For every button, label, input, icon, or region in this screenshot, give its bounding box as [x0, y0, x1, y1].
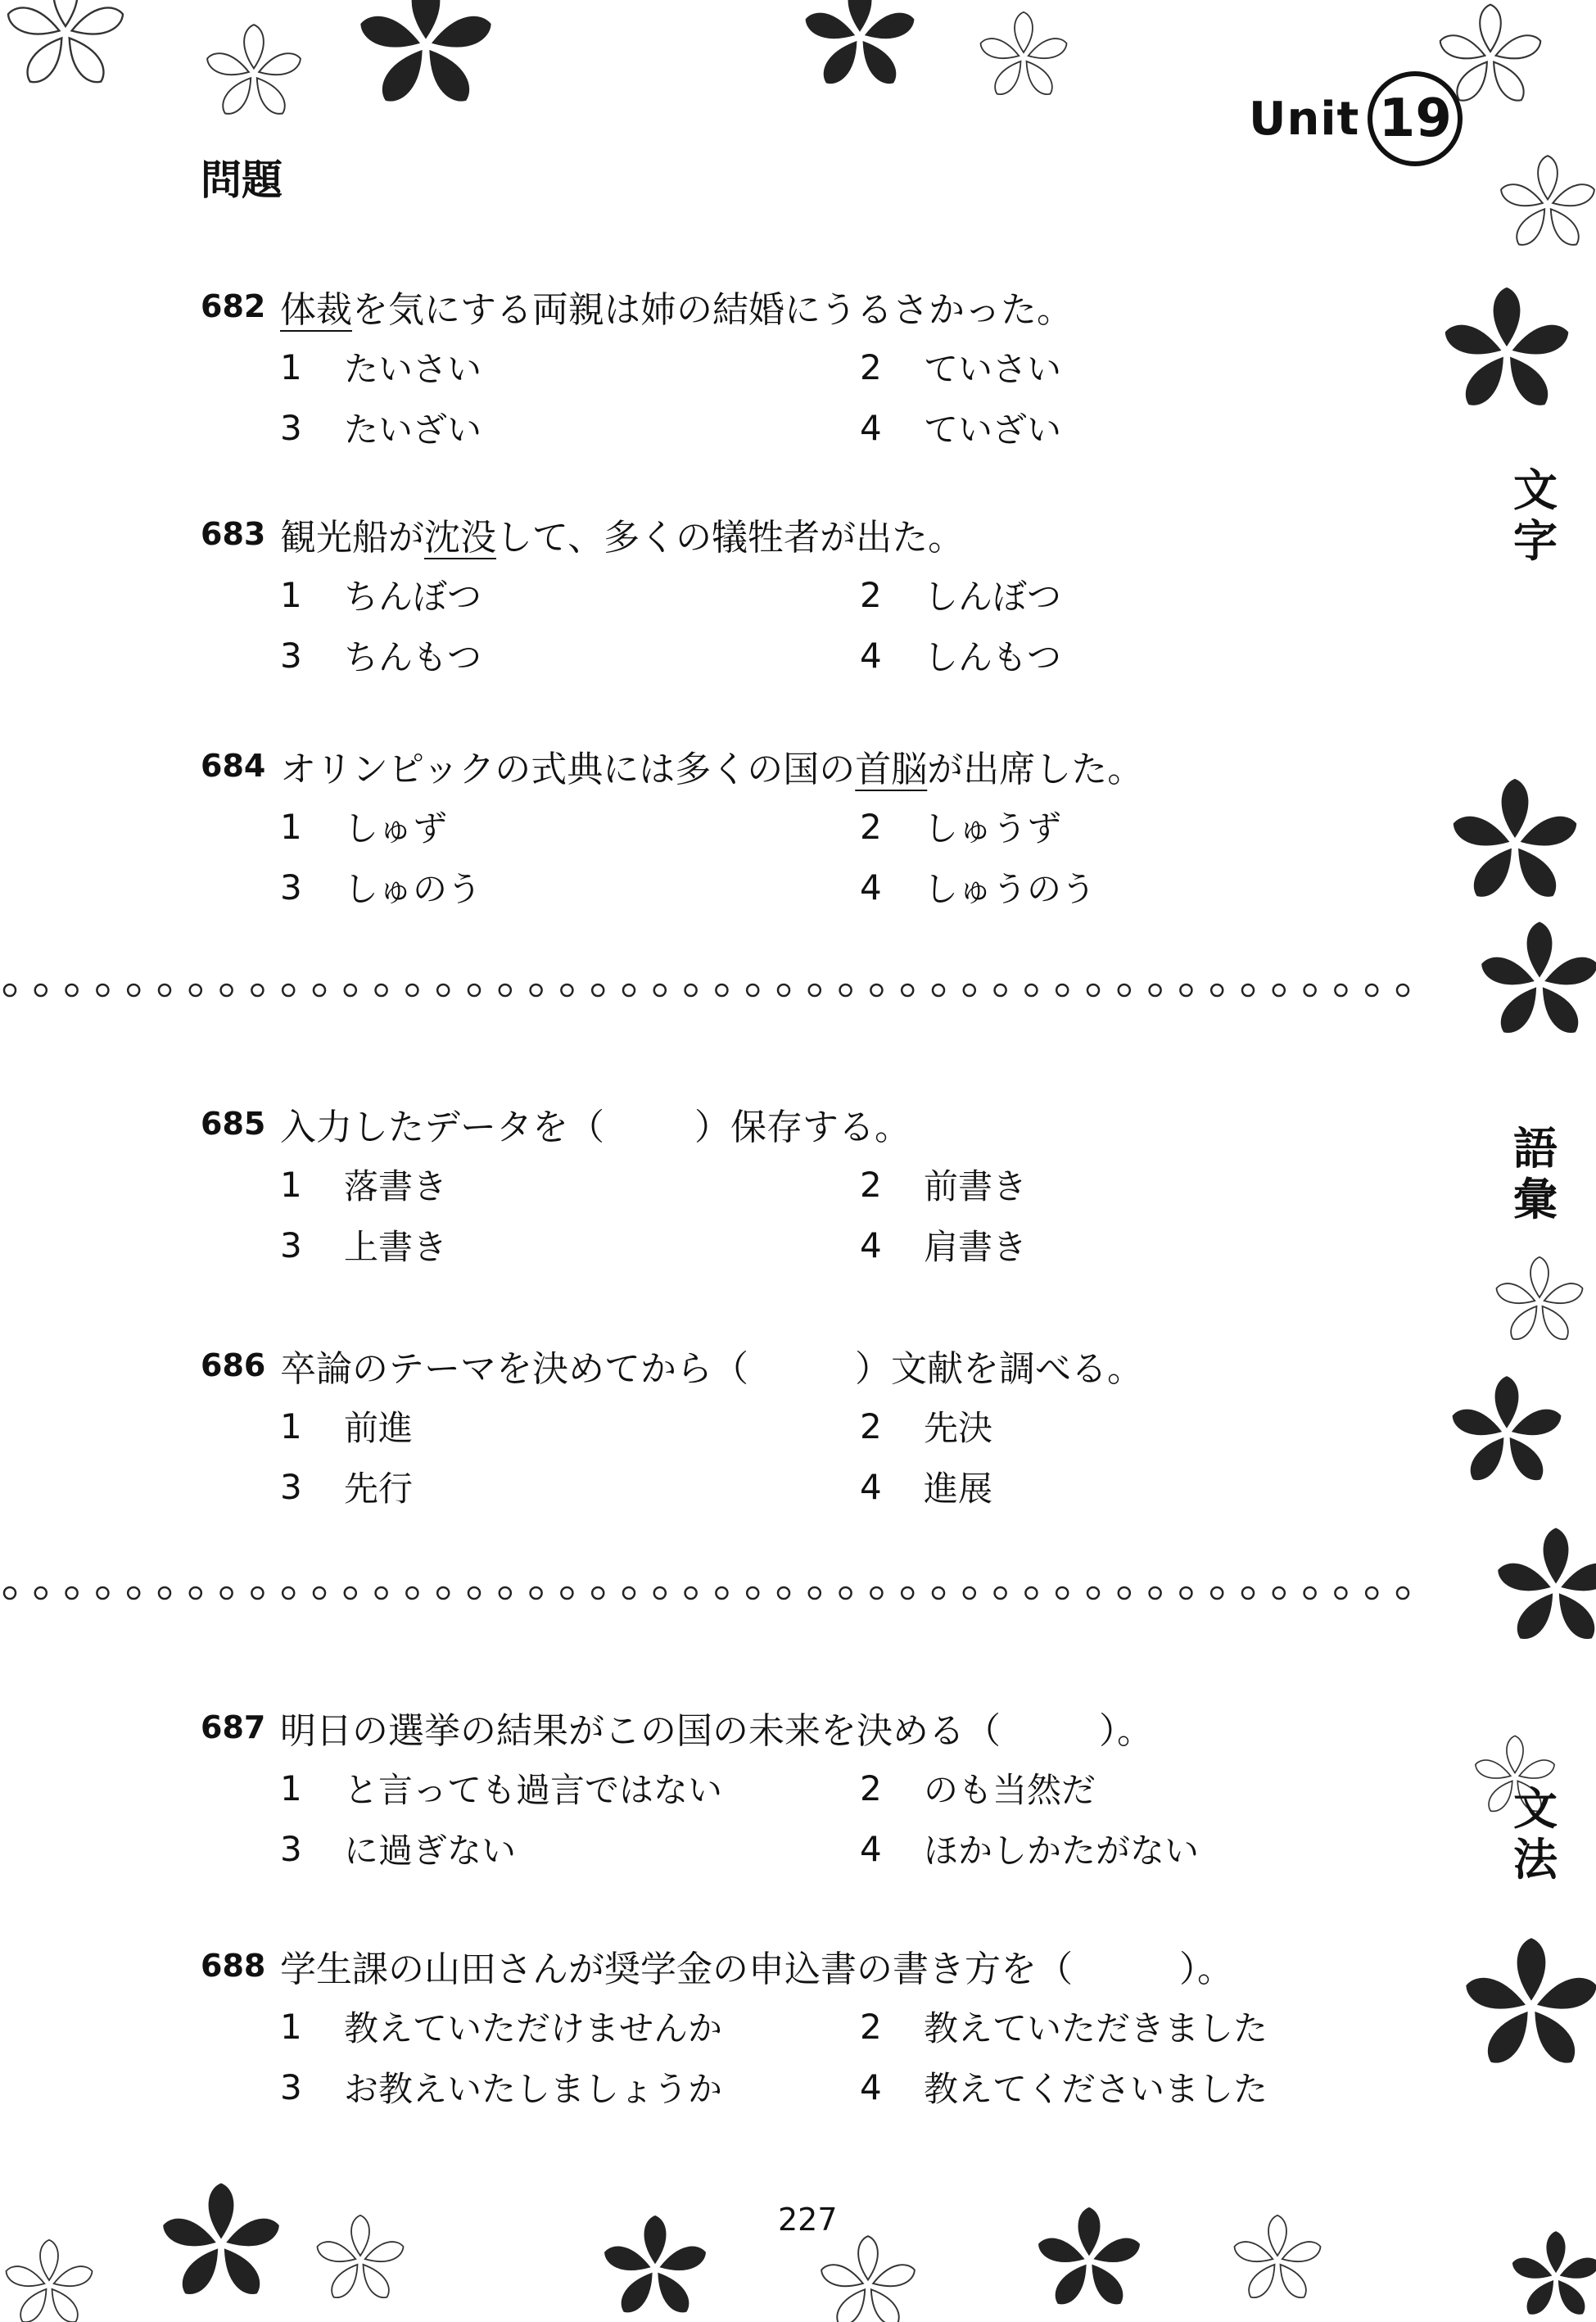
question-684: [201, 736, 1388, 917]
question-number: 685: [201, 1106, 266, 1142]
option-4[interactable]: 4 しゅうのう: [860, 867, 1096, 909]
option-2[interactable]: 2 しゅうず: [860, 806, 1062, 849]
option-4[interactable]: 4 しんもつ: [860, 635, 1062, 677]
question-stem: [201, 1697, 1388, 1758]
page-title: 問題: [201, 156, 283, 204]
option-2[interactable]: 2 前書き: [860, 1164, 1028, 1206]
option-1[interactable]: 1 たいさい: [280, 346, 482, 389]
option-4[interactable]: 4 教えてくださいました: [860, 2066, 1268, 2109]
page-number: 227: [778, 2202, 838, 2238]
question-stem: [201, 1335, 1388, 1396]
stem-pre: 観光船が: [280, 517, 424, 559]
stem-post: ）保存する。: [694, 1107, 911, 1148]
question-number: 688: [201, 1948, 266, 1984]
option-3[interactable]: 3 しゅのう: [280, 867, 482, 909]
question-682: [201, 276, 1388, 458]
stem-pre: オリンピックの式典には多くの国の: [280, 749, 856, 790]
question-686: [201, 1335, 1388, 1517]
question-688: [201, 1935, 1388, 2117]
underlined-word: 体裁: [280, 289, 352, 331]
stem-post: して、多くの犠牲者が出た。: [496, 517, 965, 559]
unit-badge: [1249, 70, 1463, 168]
question-number: 682: [201, 288, 266, 324]
option-1[interactable]: 1 しゅず: [280, 806, 448, 849]
stem-post: が出席した。: [927, 749, 1144, 790]
side-tab-goi: 語彙: [1513, 1123, 1558, 1225]
unit-label: Unit: [1249, 92, 1360, 146]
question-number: 687: [201, 1709, 266, 1745]
option-3[interactable]: 3 たいざい: [280, 407, 482, 450]
option-2[interactable]: 2 ていさい: [860, 346, 1062, 389]
option-1[interactable]: 1 ちんぼつ: [280, 574, 482, 617]
question-stem: [201, 1935, 1388, 1996]
stem-post: ）。: [1179, 1949, 1233, 1990]
option-1[interactable]: 1 前進: [280, 1405, 414, 1448]
option-1[interactable]: 1 と言っても過言ではない: [280, 1768, 723, 1810]
option-3[interactable]: 3 お教えいたしましょうか: [280, 2066, 723, 2109]
question-685: [201, 1093, 1388, 1275]
question-stem: [201, 736, 1388, 796]
side-tab-bunpo: 文法: [1513, 1783, 1558, 1885]
option-4[interactable]: 4 進展: [860, 1466, 993, 1509]
stem-post: ）文献を調べる。: [855, 1348, 1143, 1390]
underlined-word: 首脳: [855, 749, 928, 790]
underlined-word: 沈没: [424, 517, 496, 559]
section-divider: [0, 978, 1421, 1003]
option-4[interactable]: 4 肩書き: [860, 1224, 1028, 1267]
stem-post: を気にする両親は姉の結婚にうるさかった。: [352, 289, 1073, 331]
question-683: [201, 504, 1388, 686]
question-number: 683: [201, 516, 266, 552]
option-3[interactable]: 3 先行: [280, 1466, 414, 1509]
unit-number: 19: [1368, 71, 1463, 166]
stem-post: ）。: [1099, 1710, 1153, 1752]
question-687: [201, 1697, 1388, 1879]
question-stem: [201, 276, 1388, 337]
option-2[interactable]: 2 のも当然だ: [860, 1768, 1096, 1810]
stem-pre: 入力したデータを（: [280, 1107, 604, 1148]
option-3[interactable]: 3 ちんもつ: [280, 635, 482, 677]
option-3[interactable]: 3 に過ぎない: [280, 1828, 517, 1871]
option-4[interactable]: 4 ていざい: [860, 407, 1062, 450]
question-stem: [201, 504, 1388, 564]
option-1[interactable]: 1 落書き: [280, 1164, 448, 1206]
stem-pre: 学生課の山田さんが奨学金の申込書の書き方を（: [280, 1949, 1073, 1990]
option-3[interactable]: 3 上書き: [280, 1224, 448, 1267]
option-2[interactable]: 2 先決: [860, 1405, 993, 1448]
section-divider: [0, 1581, 1421, 1605]
question-number: 686: [201, 1347, 266, 1383]
side-tab-moji: 文字: [1513, 464, 1558, 567]
question-stem: [201, 1093, 1388, 1154]
option-4[interactable]: 4 ほかしかたがない: [860, 1828, 1200, 1871]
question-number: 684: [201, 748, 266, 784]
option-2[interactable]: 2 教えていただきました: [860, 2006, 1268, 2048]
stem-pre: 卒論のテーマを決めてから（: [280, 1348, 748, 1390]
option-1[interactable]: 1 教えていただけませんか: [280, 2006, 723, 2048]
option-2[interactable]: 2 しんぼつ: [860, 574, 1062, 617]
stem-pre: 明日の選挙の結果がこの国の未来を決める（: [280, 1710, 1001, 1752]
